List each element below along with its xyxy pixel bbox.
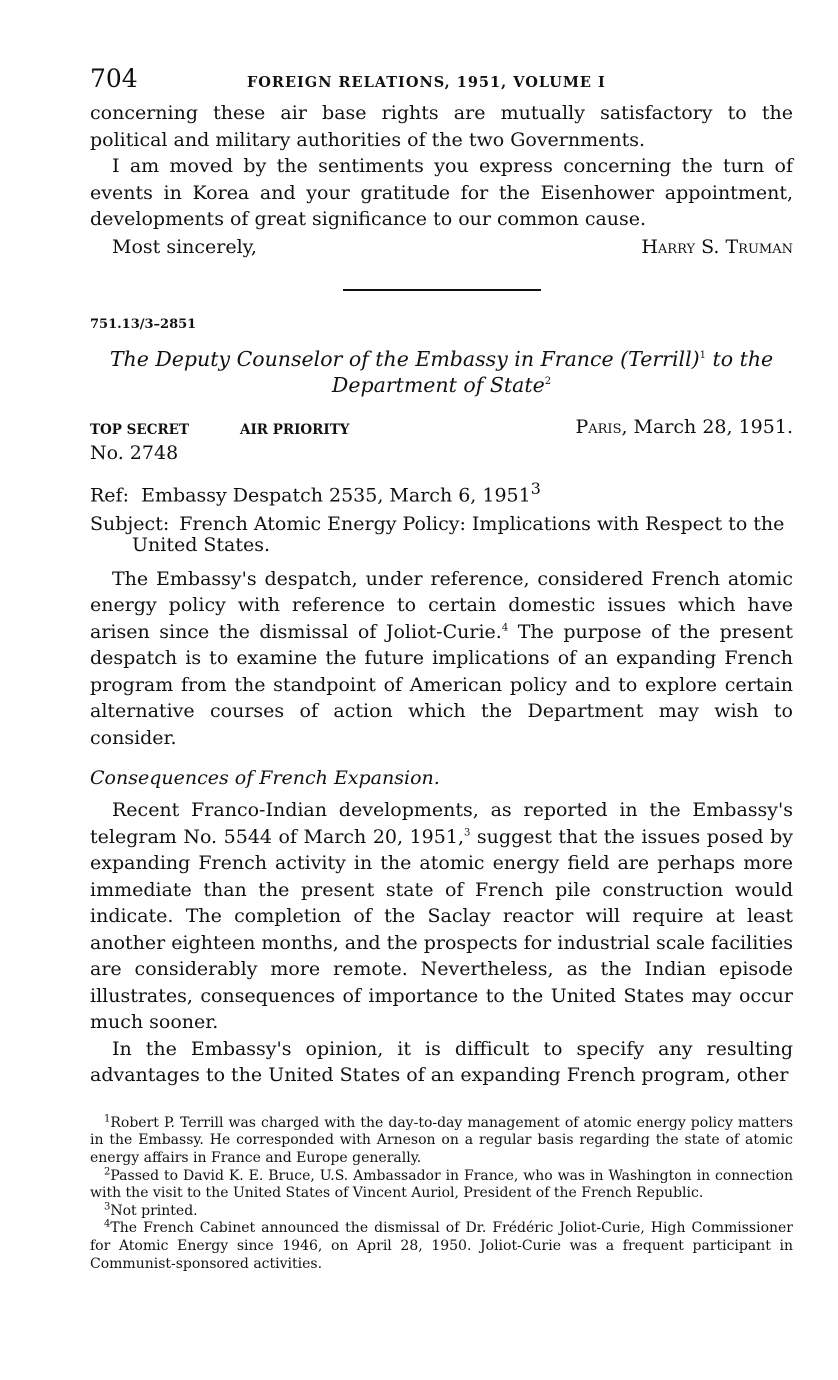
- document-title-part2: to the Department of State: [331, 346, 774, 397]
- footnote-mark: 4: [104, 1218, 111, 1230]
- body-paragraph-3: In the Embassy's opinion, it is difficult to specify any resulting advantages to the United States of an expanding French program, other: [90, 1037, 793, 1087]
- body-paragraph: [90, 566, 793, 752]
- body-paragraph-2b: suggest that the issues posed by expanding French activity in the atomic energy field are perhaps more immediate than the present state of French pile construction would indicate. The completion of the Saclay reactor will require at least another eighteen months, and the prospects for industrial scale facilities are considerably more remote. Nevertheless, as the Indian episode illustrates, consequences of importance to the United States may occur much sooner.: [90, 825, 793, 1034]
- letter-closing: [90, 233, 793, 261]
- reference-line: [90, 476, 793, 508]
- footnotes: [90, 1115, 793, 1273]
- dateline-place: Paris,: [575, 415, 628, 438]
- subject-line: [90, 514, 793, 556]
- dateline-date: March 28, 1951.: [627, 415, 793, 438]
- footnote-1: [90, 1115, 793, 1168]
- footnote-ref-1: 1: [699, 349, 706, 361]
- reference-text: Embassy Despatch 2535, March 6, 1951: [141, 483, 531, 506]
- footnote-mark: 3: [104, 1201, 111, 1213]
- despatch-number: No. 2748: [90, 441, 179, 464]
- page-number: 704: [90, 64, 138, 93]
- footnote-text: The French Cabinet announced the dismissal of Dr. Frédéric Joliot-Curie, High Commissioner for Atomic Energy since 1946, on April 28, 1950. Joliot-Curie was a frequent participant in Communist-sponsored activities.: [90, 1220, 793, 1272]
- document-meta: [90, 415, 793, 444]
- footnote-2: [90, 1165, 793, 1203]
- reference-label: Ref:: [90, 483, 129, 506]
- complimentary-close: Most sincerely,: [112, 235, 257, 258]
- footnote-mark: 1: [104, 1113, 111, 1125]
- running-head: [90, 58, 793, 100]
- document-page: [90, 58, 793, 1273]
- continued-paragraph: concerning these air base rights are mutually satisfactory to the political and military authorities of the two Governments.: [90, 102, 793, 151]
- body-paragraph: [90, 797, 793, 1036]
- footnote-mark: 2: [104, 1165, 111, 1177]
- document-title-part1: The Deputy Counselor of the Embassy in France (Terrill): [109, 346, 700, 371]
- file-number: 751.13/3–2851: [90, 316, 197, 332]
- footnote-text: Not printed.: [110, 1202, 198, 1219]
- signature: Harry S. Truman: [641, 235, 793, 258]
- footnote-text: Passed to David K. E. Bruce, U.S. Ambassador in France, who was in Washington in connection with the visit to the United States of Vincent Auriol, President of the French Republic.: [90, 1167, 793, 1202]
- section-divider: [343, 289, 541, 291]
- letter-paragraph: I am moved by the sentiments you express concerning the turn of events in Korea and your gratitude for the Eisenhower appointment, developments of great significance to our common cause.: [90, 155, 793, 230]
- body-paragraph-1a: The Embassy's despatch, under reference, considered French atomic energy policy with reference to certain domestic issues which have arisen since the dismissal of Joliot-Curie.: [90, 567, 793, 643]
- subject-label: Subject:: [90, 512, 170, 535]
- footnote-3: [90, 1203, 793, 1221]
- footnote-ref-3: 3: [530, 478, 541, 498]
- section-heading: Consequences of French Expansion.: [90, 767, 440, 790]
- footnote-ref-3b: 3: [464, 827, 471, 839]
- footnote-4: [90, 1220, 793, 1273]
- priority: AIR PRIORITY: [240, 421, 350, 438]
- subject-text: French Atomic Energy Policy: Implications with Respect to the United States.: [132, 512, 785, 556]
- body-paragraph-1b: The purpose of the present despatch is to examine the future implications of an expanding French program from the standpoint of American policy and to explore certain alternative courses of action which the Department may wish to consider.: [90, 620, 793, 749]
- classification: TOP SECRET: [90, 421, 189, 438]
- body-paragraph-2a: Recent Franco-Indian developments, as reported in the Embassy's telegram No. 5544 of March 20, 1951,: [90, 799, 793, 848]
- footnote-text: Robert P. Terrill was charged with the day-to-day management of atomic energy policy matters in the Embassy. He corresponded with Arneson on a regular basis regarding the state of atomic energy affairs in France and Europe generally.: [90, 1114, 793, 1167]
- footnote-ref-4: 4: [501, 622, 509, 634]
- running-title: FOREIGN RELATIONS, 1951, VOLUME I: [247, 74, 606, 91]
- footnote-ref-2: 2: [544, 375, 552, 387]
- document-title: [90, 346, 793, 398]
- dateline: [575, 416, 793, 438]
